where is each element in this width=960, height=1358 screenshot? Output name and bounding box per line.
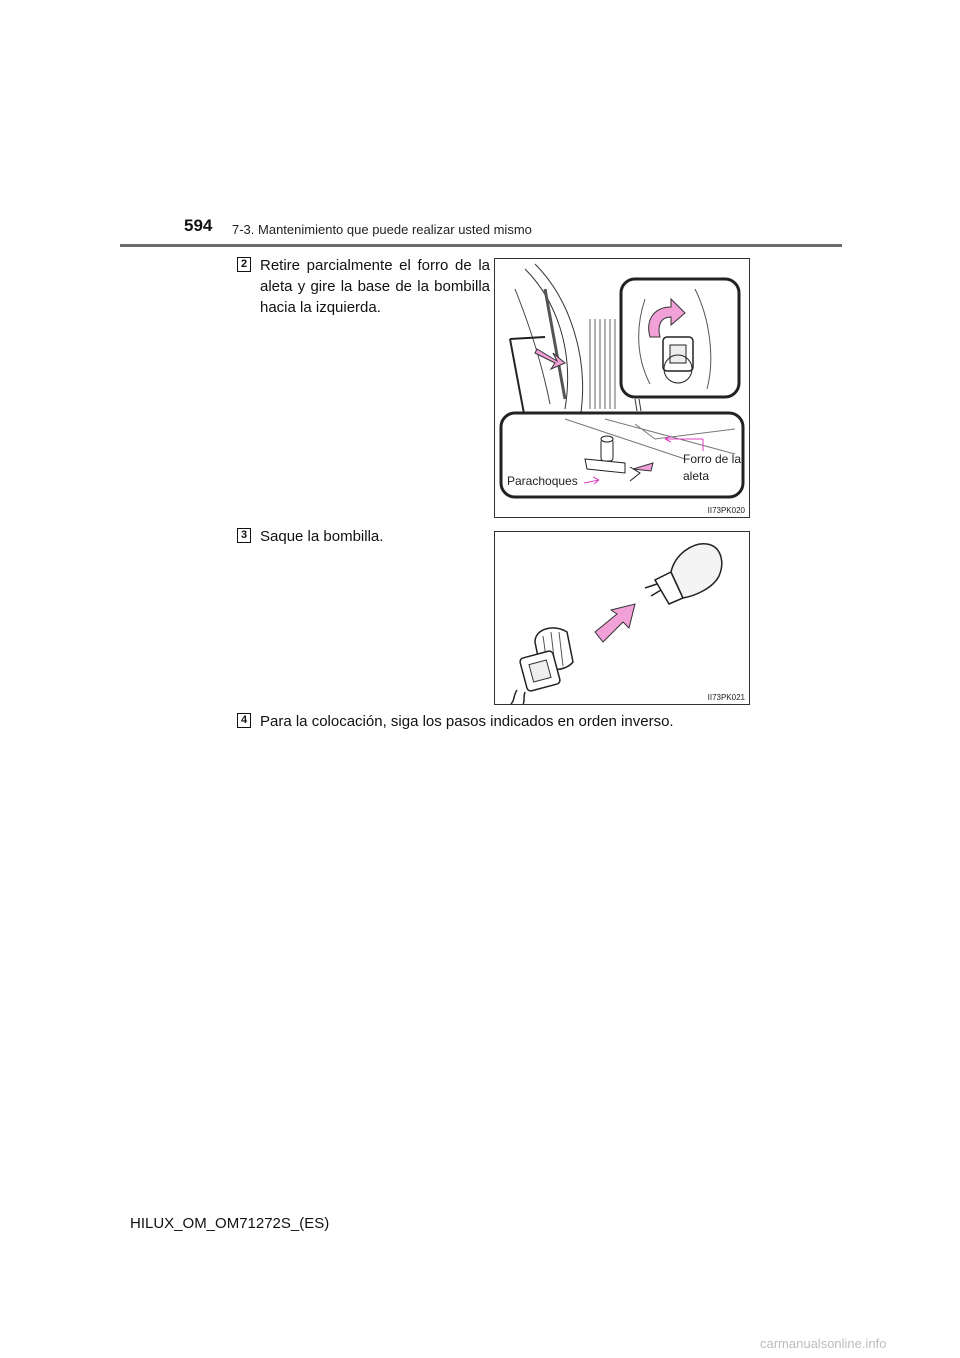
step-text-3: Saque la bombilla.	[260, 528, 384, 545]
section-title: 7-3. Mantenimiento que puede realizar usted mismo	[232, 222, 532, 237]
figure-illustration-bulb	[495, 532, 749, 704]
figure-remove-bulb	[494, 531, 750, 705]
figure-remove-bulb-base	[494, 258, 750, 518]
figure-code: II73PK020	[707, 506, 745, 515]
watermark: carmanualsonline.info	[760, 1336, 887, 1351]
document-code: HILUX_OM_OM71272S_(ES)	[130, 1215, 330, 1232]
step-badge-3: 3	[237, 528, 251, 543]
page-number: 594	[184, 216, 213, 235]
header-rule	[120, 244, 842, 247]
label-bumper: Parachoques	[507, 474, 578, 488]
step-text-2: Retire parcialmente el forro de la aleta y gire la base de la bombilla hacia la izquierda.	[260, 257, 490, 316]
step-badge-4: 4	[237, 713, 251, 728]
step-text-4: Para la colocación, siga los pasos indicados en orden inverso.	[260, 713, 674, 730]
figure-code: II73PK021	[707, 693, 745, 702]
step-badge-2: 2	[237, 257, 251, 272]
label-liner: Forro de la aleta	[683, 452, 742, 483]
